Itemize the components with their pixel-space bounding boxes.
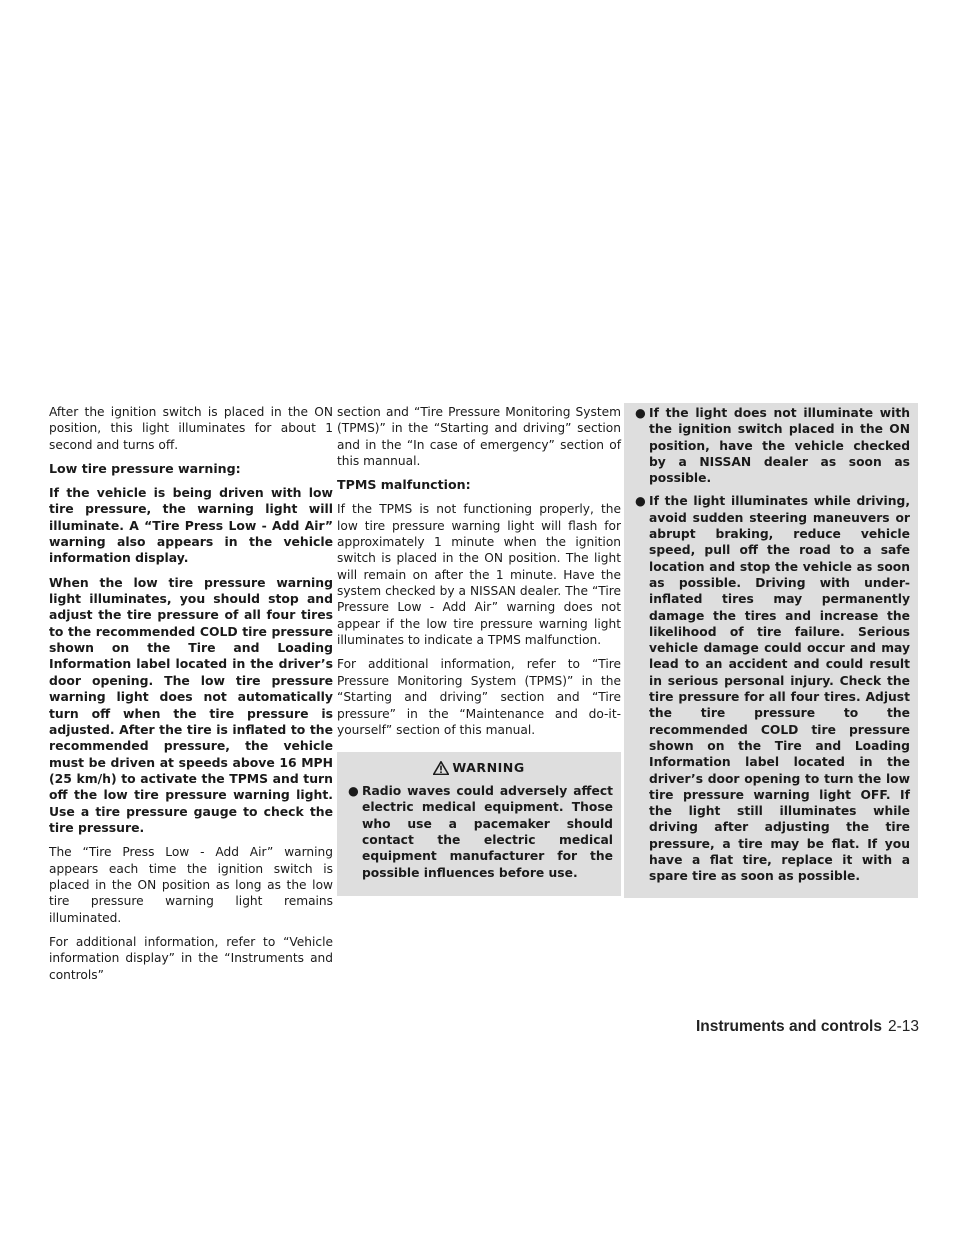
page-number: 2-13 (887, 1018, 919, 1035)
warning-title: WARNING (452, 760, 525, 776)
column-3 (624, 403, 918, 898)
paragraph: For additional information, refer to “Tire Pressure Monitoring System (TPMS)” in the “Starting and driving” section and “Tire pressure” in the “Maintenance and do-it-yourself” section of this manual. (337, 657, 621, 737)
warning-bullet (345, 783, 613, 881)
warning-bullet (632, 405, 910, 486)
page-footer (696, 1018, 919, 1036)
section-heading-tpms-malfunction: TPMS malfunction: (337, 477, 471, 493)
section-heading-low-tire-pressure: Low tire pressure warning: (49, 461, 241, 477)
paragraph: After the ignition switch is placed in the ON position, this light illuminates for about 1 second and turns off. (49, 405, 333, 452)
bullet-dot: ● (635, 406, 646, 420)
bold-paragraph: If the vehicle is being driven with low tire pressure, the warning light will illuminate. A “Tire Press Low - Add Air” warning also appears in the vehicle information display. (49, 485, 333, 566)
warning-bullet-text: Radio waves could adversely affect electric medical equipment. Those who use a pacemaker should contact the electric medical equipment manufacturer for the possible influences before use. (362, 784, 613, 880)
warning-triangle-icon (433, 760, 452, 775)
column-1 (49, 404, 333, 991)
warning-bullet-text: If the light illuminates while driving, avoid sudden steering maneuvers or abrupt braking, reduce vehicle speed, pull off the road to a safe location and stop the vehicle as soon as possible. Driving with under-inflated tires may permanently damage the tires and increase the likelihood of tire failure. Serious vehicle damage could occur and may lead to an accident and could result in serious personal injury. Check the tire pressure for all four tires. Adjust the tire pressure to the recommended COLD tire pressure shown on the Tire and Loading Information label located in the driver’s door opening to turn the low tire pressure warning light OFF. If the light still illuminates while driving after adjusting the tire pressure, a tire may be flat. If you have a flat tire, replace it with a spare tire as soon as possible. (649, 494, 910, 884)
paragraph: The “Tire Press Low - Add Air” warning appears each time the ignition switch is placed in the ON position as long as the low tire pressure warning light remains illuminated. (49, 845, 333, 925)
bullet-dot: ● (635, 494, 646, 509)
column-2 (337, 404, 621, 896)
paragraph: If the TPMS is not functioning properly, the low tire pressure warning light will flash for approximately 1 minute when the ignition switch is placed in the ON position. The light will remain on after the 1 minute. Have the system checked by a NISSAN dealer. The “Tire Pressure Low - Add Air” warning does not appear if the low tire pressure warning light illuminates to indicate a TPMS malfunction. (337, 502, 621, 648)
warning-bullet-text: If the light does not illuminate with the ignition switch placed in the ON position, have the vehicle checked by a NISSAN dealer as soon as possible. (649, 406, 910, 486)
bullet-dot: ● (348, 784, 359, 799)
warning-header (345, 760, 613, 775)
footer-section-title: Instruments and controls (695, 1018, 882, 1035)
warning-box (337, 752, 621, 896)
paragraph: For additional information, refer to “Vehicle information display” in the “Instruments and controls” (49, 934, 333, 982)
warning-bullet (632, 493, 910, 884)
warning-box-continued (624, 403, 918, 898)
paragraph: section and “Tire Pressure Monitoring System (TPMS)” in the “Starting and driving” section and in the “In case of emergency” section of this mannual. (337, 405, 621, 469)
bold-paragraph: When the low tire pressure warning light illuminates, you should stop and adjust the tire pressure of all four tires to the recommended COLD tire pressure shown on the Tire and Loading Information label located in the driver’s door opening. The low tire pressure warning light does not automatically turn off when the tire pressure is adjusted. After the tire is inflated to the recommended pressure, the vehicle must be driven at speeds above 16 MPH (25 km/h) to activate the TPMS and turn off the low tire pressure warning light. Use a tire pressure gauge to check the tire pressure. (49, 574, 333, 835)
